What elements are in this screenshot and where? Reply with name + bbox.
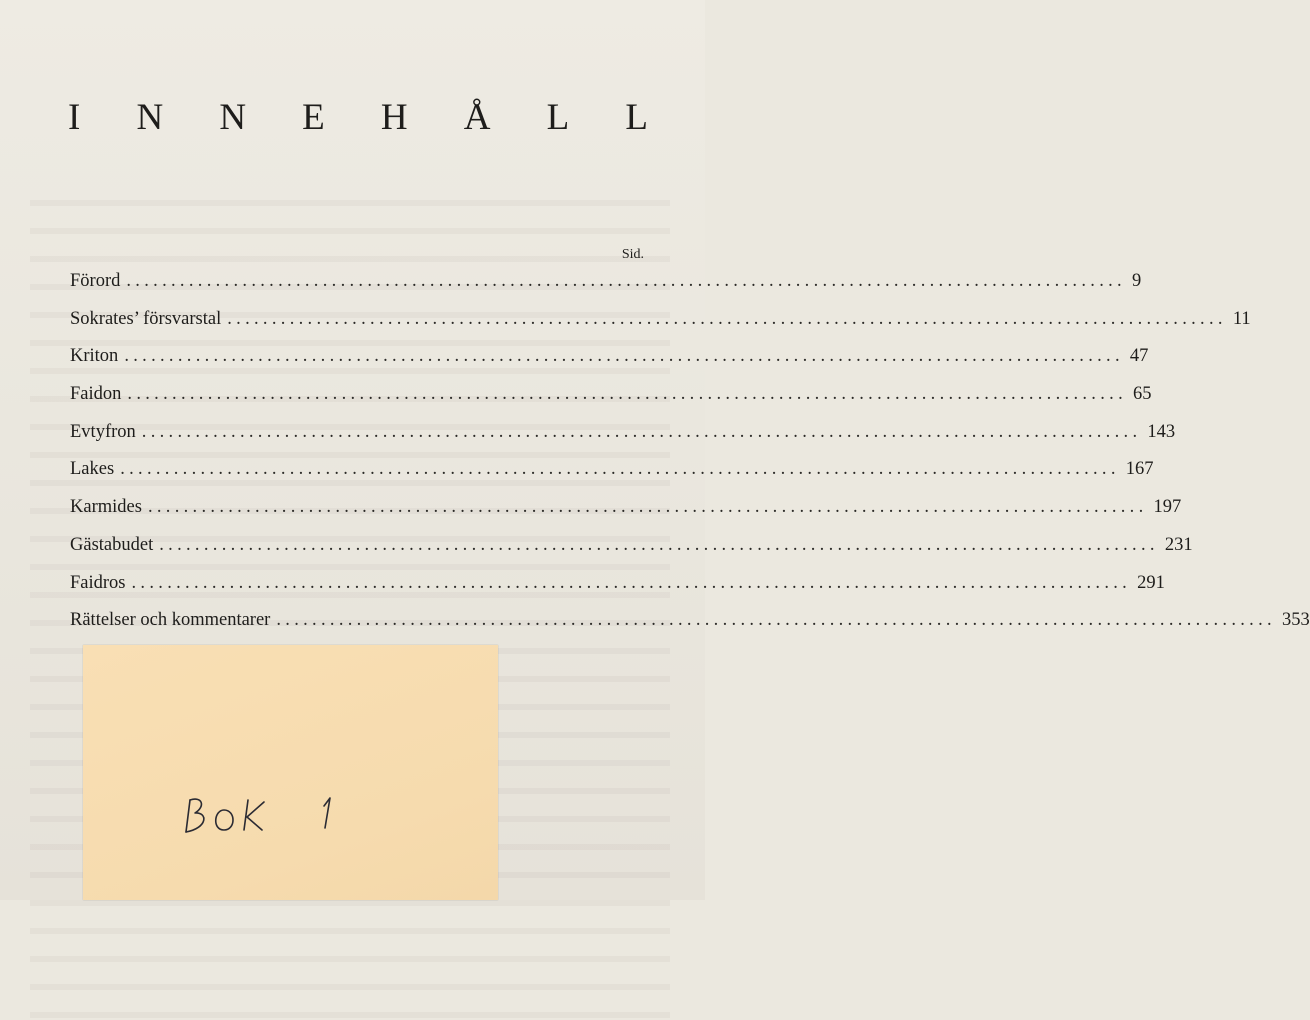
- toc-entry: [70, 451, 1154, 489]
- toc-entry: [70, 602, 1310, 640]
- toc-entry-page: 47: [1129, 346, 1149, 367]
- toc-entry-page: 231: [1164, 534, 1193, 555]
- page-title: [68, 96, 648, 139]
- table-of-contents: [70, 245, 1310, 640]
- toc-entry: [70, 527, 1193, 565]
- toc-entry-page: 291: [1137, 572, 1165, 593]
- toc-entry: [70, 301, 1251, 339]
- toc-entry-label: Förord: [70, 271, 121, 291]
- toc-entry-label: Faidon: [70, 384, 122, 405]
- title-letter: N: [136, 97, 164, 138]
- toc-entry-label: Evtyfron: [70, 421, 136, 442]
- title-letter: H: [380, 97, 408, 138]
- title-letter: L: [625, 97, 648, 138]
- toc-entry-page: 197: [1153, 497, 1182, 518]
- leader-dots: ................................................................................................................: [159, 534, 1159, 555]
- leader-dots: ................................................................................................................: [127, 384, 1127, 405]
- toc-entry-label: Faidros: [70, 572, 126, 593]
- toc-entry-page: 9: [1131, 271, 1142, 291]
- title-letter: Å: [463, 97, 491, 138]
- title-letter: I: [68, 97, 81, 138]
- toc-entry-label: Rättelser och kommentarer: [70, 610, 271, 631]
- title-letter: N: [219, 97, 247, 138]
- leader-dots: ................................................................................................................: [124, 346, 1124, 367]
- toc-entry: [70, 263, 1142, 301]
- toc-entry-label: Lakes: [70, 459, 115, 480]
- toc-entry-page: 353: [1281, 610, 1310, 631]
- toc-entry-label: Kriton: [70, 346, 119, 367]
- toc-entry-label: Sokrates’ försvarstal: [70, 308, 222, 329]
- toc-entry: [70, 338, 1149, 376]
- toc-entry-page: 143: [1147, 421, 1176, 442]
- toc-entry-label: Gästabudet: [70, 534, 154, 555]
- toc-entry-page: 11: [1232, 308, 1251, 329]
- leader-dots: ................................................................................................................: [131, 572, 1132, 593]
- toc-entry: [70, 376, 1152, 414]
- toc-entry-page: 65: [1133, 384, 1152, 405]
- page-column-header: Sid.: [621, 247, 644, 262]
- title-letter: E: [302, 97, 325, 138]
- title-letter: L: [546, 97, 570, 138]
- leader-dots: ................................................................................................................: [141, 421, 1142, 442]
- leader-dots: ................................................................................................................: [227, 308, 1227, 329]
- handwritten-note: [178, 790, 348, 840]
- toc-entry: [70, 414, 1176, 452]
- toc-entry-label: Karmides: [70, 497, 142, 518]
- toc-entry: [70, 489, 1182, 527]
- sticky-note: [83, 645, 498, 900]
- toc-entry: [70, 565, 1165, 603]
- toc-entry-page: 167: [1125, 459, 1154, 480]
- leader-dots: ................................................................................................................: [276, 610, 1276, 631]
- leader-dots: ................................................................................................................: [120, 459, 1120, 480]
- leader-dots: ................................................................................................................: [126, 271, 1126, 291]
- leader-dots: ................................................................................................................: [147, 497, 1148, 518]
